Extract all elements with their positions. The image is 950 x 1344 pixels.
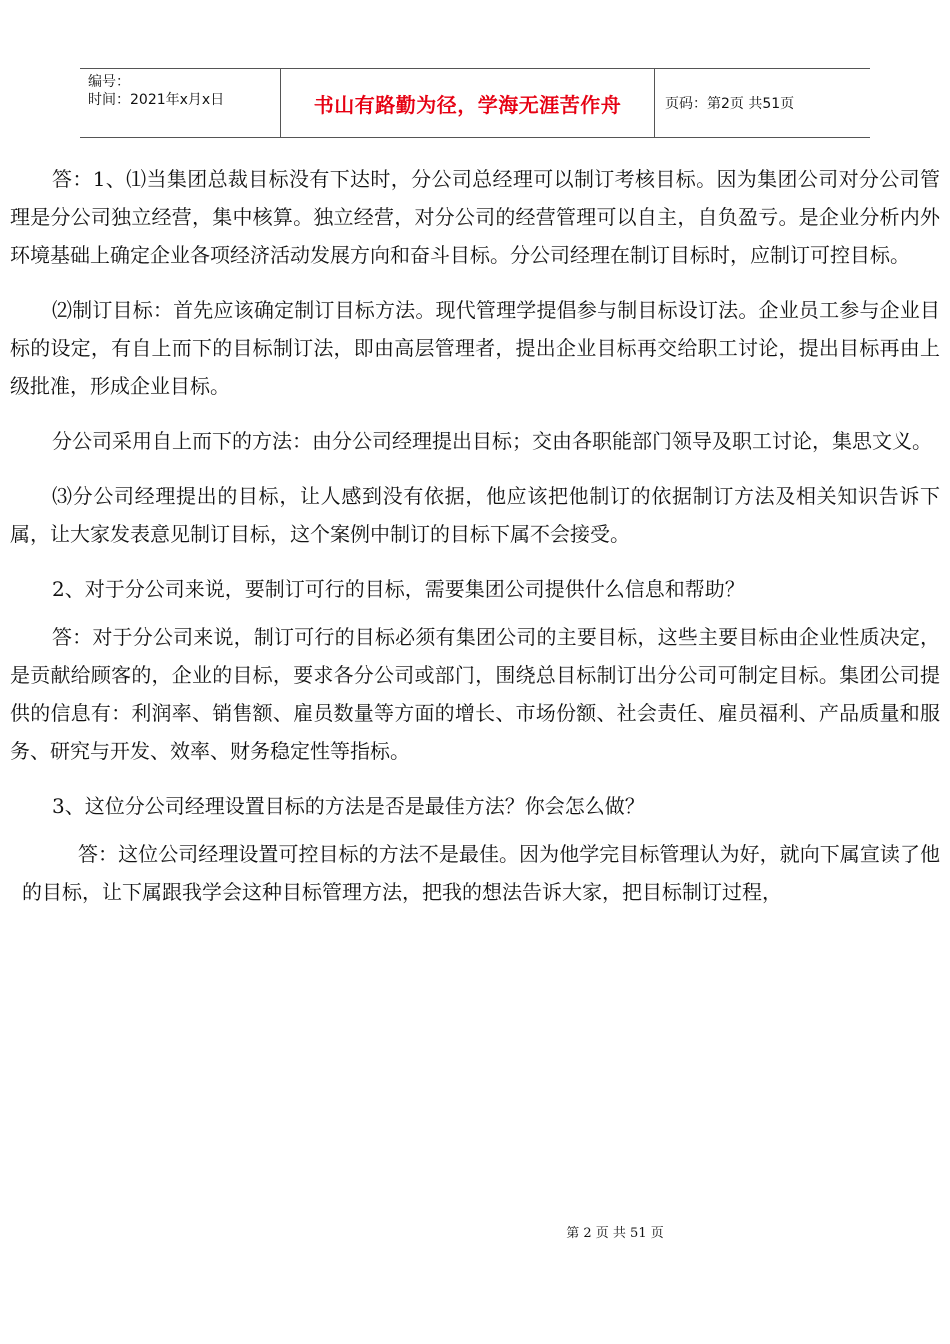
paragraph-answer-1-method: 分公司采用自上而下的方法：由分公司经理提出目标；交由各职能部门领导及职工讨论，集思文义。 [52, 429, 932, 453]
page-footer: 第 2 页 共 51 页 [566, 1226, 664, 1241]
header-motto: 书山有路勤为径，学海无涯苦作舟 [281, 69, 655, 137]
header-meta-cell [80, 69, 281, 137]
paragraph-answer-1-3: ⑶分公司经理提出的目标，让人感到没有依据，他应该把他制订的依据制订方法及相关知识告诉下属，让大家发表意见制订目标，这个案例中制订的目标下属不会接受。 [10, 484, 940, 546]
document-number-label: 编号： [88, 74, 130, 90]
paragraph-answer-2: 答：对于分公司来说，制订可行的目标必须有集团公司的主要目标，这些主要目标由企业性质决定，是贡献给顾客的，企业的目标，要求各分公司或部门，围绕总目标制订出分公司可制定目标。集团公司提供的信息有：利润率、销售额、雇员数量等方面的增长、市场份额、社会责任、雇员福利、产品质量和服务、研究与开发、效率、财务稳定性等指标。 [10, 625, 940, 763]
paragraph-question-2: 2、对于分公司来说，要制订可行的目标，需要集团公司提供什么信息和帮助？ [52, 577, 745, 601]
document-header [80, 68, 870, 138]
paragraph-question-3: 3、这位分公司经理设置目标的方法是否是最佳方法？你会怎么做？ [52, 794, 645, 818]
paragraph-answer-1-2: ⑵制订目标：首先应该确定制订目标方法。现代管理学提倡参与制目标设订法。企业员工参与企业目标的设定，有自上而下的目标制订法，即由高层管理者，提出企业目标再交给职工讨论，提出目标再由上级批准，形成企业目标。 [10, 298, 940, 398]
paragraph-answer-1: 答：1、⑴当集团总裁目标没有下达时，分公司总经理可以制订考核目标。因为集团公司对分公司管理是分公司独立经营，集中核算。独立经营，对分公司的经营管理可以自主，自负盈亏。是企业分析内外环境基础上确定企业各项经济活动发展方向和奋斗目标。分公司经理在制订目标时，应制订可控目标。 [10, 167, 940, 267]
paragraph-answer-3: 答：这位公司经理设置可控目标的方法不是最佳。因为他学完目标管理认为好，就向下属宣读了他的目标，让下属跟我学会这种目标管理方法，把我的想法告诉大家，把目标制订过程， [22, 842, 940, 904]
header-page-number: 页码：第2页 共51页 [665, 96, 795, 112]
document-time-label: 时间：2021年x月x日 [88, 92, 225, 108]
document-body [10, 160, 940, 928]
